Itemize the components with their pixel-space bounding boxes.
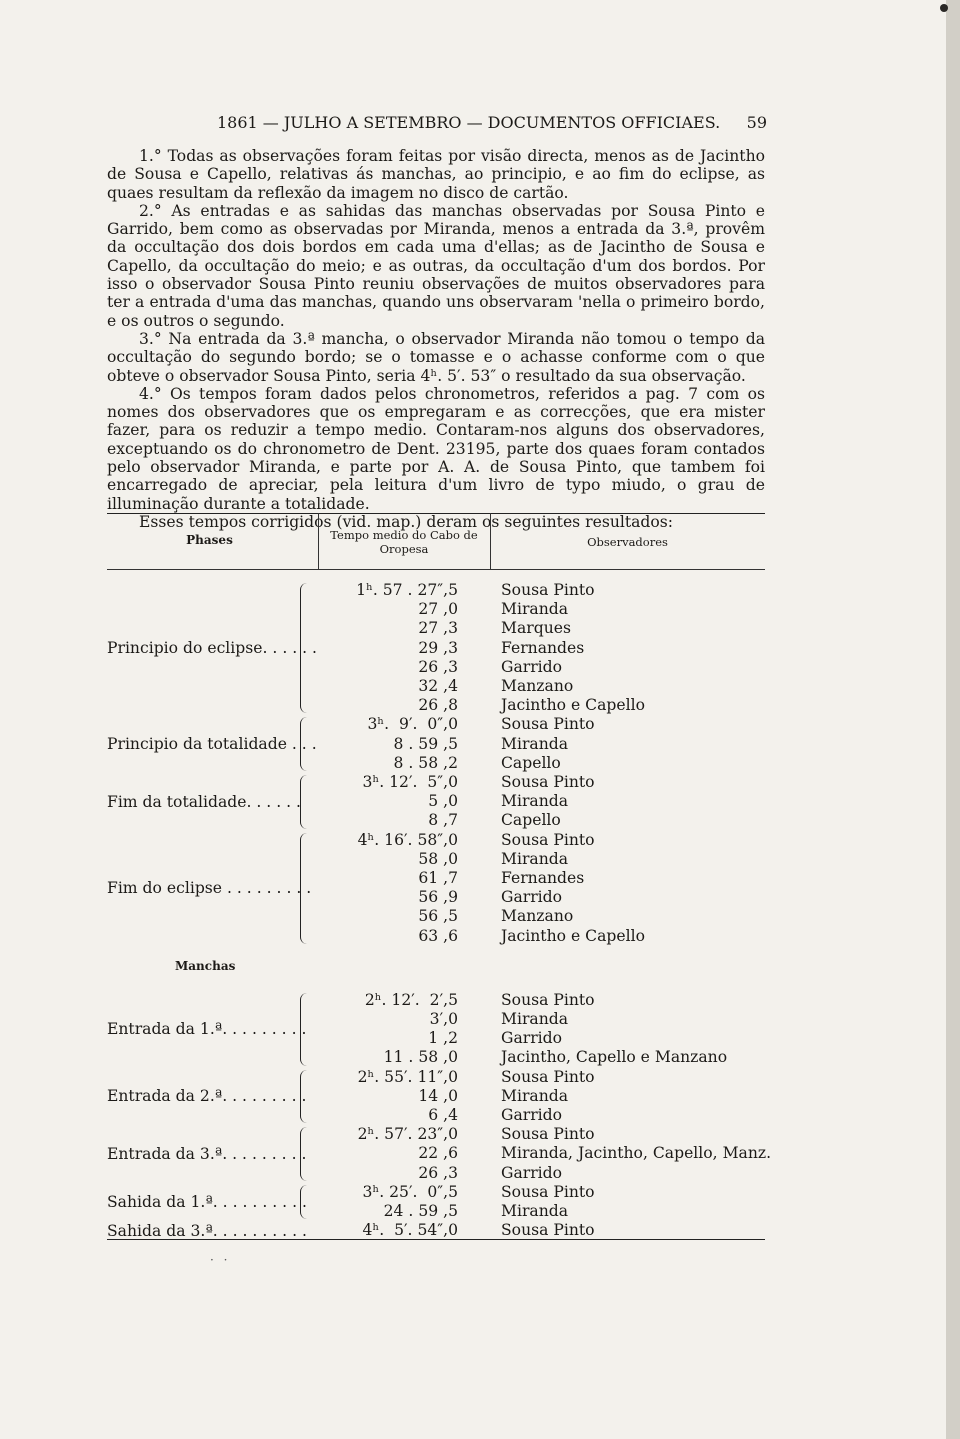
table-top-rule xyxy=(107,513,765,514)
time-cell: 63 ,6 xyxy=(418,926,458,945)
time-cell: 2ʰ. 57′. 23″,0 xyxy=(357,1125,458,1144)
time-cell: 3′,0 xyxy=(429,1010,458,1028)
observer-cell: Sousa Pinto xyxy=(501,581,595,599)
time-cell: 29 ,3 xyxy=(418,638,458,657)
time-cell: 3ʰ. 12′. 5″,0 xyxy=(362,773,458,791)
paragraph-4: 4.° Os tempos foram dados pelos chronometros, referidos a pag. 7 com os nomes dos observadores que os empregaram e as correcções, que era mister fazer, para os reduzir a tempo medio. Contaram-nos alguns dos observadores, exceptuando os do chronometro de Dent. 23195, parte dos quaes foram contados pelo observador Miranda, e parte por A. A. de Sousa Pinto, que tambem foi encarregado de apreciar, pela leitura d'um livro de typo miudo, o grau de illuminação durante a totalidade. xyxy=(107,384,765,513)
column-header-tempo: Tempo medio do Cabo de Oropesa xyxy=(330,528,478,556)
time-cell: 58 ,0 xyxy=(418,849,458,868)
time-cell: 27 ,3 xyxy=(418,619,458,638)
observer-cell: Sousa Pinto xyxy=(501,773,595,791)
observer-cell: Miranda xyxy=(501,1202,569,1220)
phase-label: Fim da totalidade. . . . . . xyxy=(107,792,301,811)
time-cell: 2ʰ. 55′. 11″,0 xyxy=(357,1067,458,1086)
observer-cell: Jacintho e Capello xyxy=(501,696,645,715)
group-brace xyxy=(300,1070,309,1124)
observer-cell: Sousa Pinto xyxy=(501,830,595,849)
observer-cell: Fernandes xyxy=(501,638,585,657)
group-brace xyxy=(300,1127,309,1181)
time-cell: 22 ,6 xyxy=(418,1144,458,1163)
time-cell: 61 ,7 xyxy=(418,869,458,887)
column-header-observers: Observadores xyxy=(587,535,668,549)
observer-cell: Sousa Pinto xyxy=(501,1125,595,1144)
group-brace xyxy=(300,1185,309,1219)
observer-cell: Miranda xyxy=(501,734,569,753)
paragraph-3: 3.° Na entrada da 3.ª mancha, o observador Miranda não tomou o tempo da occultação do segundo bordo; se o tomasse e o achasse conforme com o que obteve o observador Sousa Pinto, seria 4ʰ. 5′. 53″ o resultado da sua observação. xyxy=(107,329,765,385)
observer-cell: Sousa Pinto xyxy=(501,1067,595,1086)
paragraph-1: 1.° Todas as observações foram feitas por visão directa, menos as de Jacintho de Sousa e Capello, relativas ás manchas, ao principio, e ao fim do eclipse, as quaes resultam da reflexão da imagem no disco de cartão. xyxy=(107,147,765,202)
time-cell: 11 . 58 ,0 xyxy=(383,1048,458,1067)
running-header xyxy=(217,113,767,132)
page-dots: · · xyxy=(210,1253,231,1267)
time-cell: 14 ,0 xyxy=(418,1086,458,1105)
phase-label: Entrada da 2.ª. . . . . . . . . xyxy=(107,1087,307,1106)
page-number: 59 xyxy=(746,113,767,132)
observer-cell: Manzano xyxy=(501,907,574,926)
observer-cell: Jacintho e Capello xyxy=(501,926,645,945)
observer-cell: Garrido xyxy=(501,657,563,676)
observer-cell: Sousa Pinto xyxy=(501,1182,595,1201)
observer-cell: Miranda xyxy=(501,1086,569,1105)
observer-cell: Miranda xyxy=(501,792,569,811)
time-cell: 5 ,0 xyxy=(428,792,458,811)
time-cell: 6 ,4 xyxy=(428,1106,458,1124)
binding-hole-icon xyxy=(940,4,948,12)
observer-cell: Miranda xyxy=(501,849,569,868)
group-brace xyxy=(300,583,309,713)
time-cell: 26 ,3 xyxy=(418,1163,458,1182)
observer-cell: Capello xyxy=(501,811,561,830)
time-cell: 4ʰ. 16′. 58″,0 xyxy=(357,830,458,849)
observer-cell: Garrido xyxy=(501,1106,563,1124)
paragraph-5: Esses tempos corrigidos (vid. map.) deram os seguintes resultados: xyxy=(139,512,674,531)
observer-cell: Garrido xyxy=(501,888,563,907)
observer-cell: Manzano xyxy=(501,677,574,695)
time-cell: 26 ,8 xyxy=(418,696,458,715)
phase-label: Principio da totalidade . . . xyxy=(107,735,317,754)
observer-cell: Sousa Pinto xyxy=(501,715,595,734)
time-cell: 24 . 59 ,5 xyxy=(383,1202,458,1220)
observer-cell: Miranda, Jacintho, Capello, Manz. xyxy=(501,1144,772,1163)
column-header-phases: Phases xyxy=(186,533,233,547)
table-header-rule xyxy=(107,569,765,570)
group-brace xyxy=(300,775,309,829)
time-cell: 8 . 58 ,2 xyxy=(393,753,458,772)
results-table xyxy=(107,513,772,1241)
time-cell: 4ʰ. 5′. 54″,0 xyxy=(362,1221,458,1240)
body-text xyxy=(107,147,765,531)
observer-cell: Garrido xyxy=(501,1029,563,1048)
observer-cell: Miranda xyxy=(501,1010,569,1028)
time-cell: 8 . 59 ,5 xyxy=(393,734,458,753)
time-cell: 56 ,5 xyxy=(418,907,458,926)
phase-label: Principio do eclipse. . . . . . xyxy=(107,639,318,658)
group-brace xyxy=(300,717,309,771)
paragraph-2: 2.° As entradas e as sahidas das manchas observadas por Sousa Pinto e Garrido, bem como as observadas por Miranda, menos a entrada da 3.ª, provêm da occultação dos dois bordos em cada uma d'ellas; as de Jacintho de Sousa e Capello, da occultação do meio; e as outras, da occultação d'um dos bordos. Por isso o observador Sousa Pinto reuniu observações de muitos observadores para ter a entrada d'uma das manchas, quando uns observaram 'nella o primeiro bordo, e os outros o segundo. xyxy=(107,201,765,330)
time-cell: 27 ,0 xyxy=(418,600,458,619)
phase-label: Fim do eclipse . . . . . . . . . xyxy=(107,879,312,898)
observer-cell: Marques xyxy=(501,619,571,638)
phase-label: Sahida da 1.ª. . . . . . . . . . xyxy=(107,1193,307,1211)
time-cell: 56 ,9 xyxy=(418,888,458,907)
subheading-manchas: Manchas xyxy=(175,959,236,973)
time-cell: 2ʰ. 12′. 2′,5 xyxy=(364,990,458,1009)
observer-cell: Miranda xyxy=(501,600,569,619)
time-cell: 32 ,4 xyxy=(418,677,458,695)
time-cell: 26 ,3 xyxy=(418,657,458,676)
phase-label: Entrada da 1.ª. . . . . . . . . xyxy=(107,1020,307,1039)
observer-cell: Fernandes xyxy=(501,869,585,887)
phase-label: Entrada da 3.ª. . . . . . . . . xyxy=(107,1145,307,1163)
observer-cell: Garrido xyxy=(501,1163,563,1182)
group-brace xyxy=(300,993,309,1066)
observer-cell: Sousa Pinto xyxy=(501,1221,595,1240)
time-cell: 1 ,2 xyxy=(428,1029,458,1048)
header-title: 1861 — JULHO A SETEMBRO — DOCUMENTOS OFFICIAES. xyxy=(217,113,721,132)
time-cell: 3ʰ. 9′. 0″,0 xyxy=(367,715,458,734)
time-cell: 3ʰ. 25′. 0″,5 xyxy=(362,1182,458,1201)
time-cell: 1ʰ. 57 . 27″,5 xyxy=(356,581,458,599)
observer-cell: Sousa Pinto xyxy=(501,990,595,1009)
observer-cell: Jacintho, Capello e Manzano xyxy=(501,1048,728,1067)
time-cell: 8 ,7 xyxy=(428,811,458,830)
phase-label: Sahida da 3.ª. . . . . . . . . . xyxy=(107,1221,307,1240)
group-brace xyxy=(300,833,309,944)
observer-cell: Capello xyxy=(501,753,561,772)
